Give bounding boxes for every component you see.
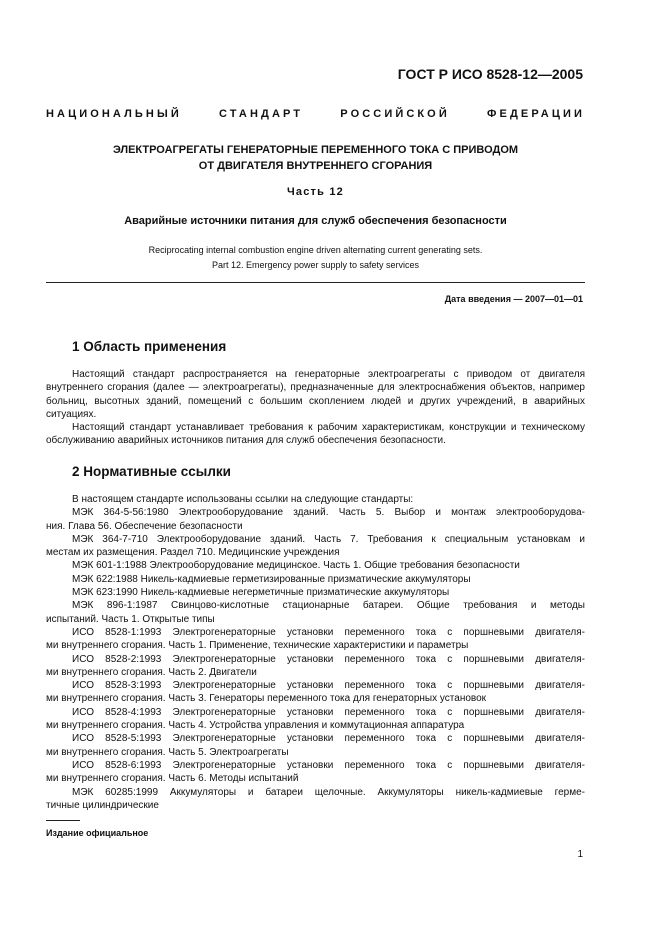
reference-line: ми внутреннего сгорания. Часть 4. Устройства управления и коммутационная аппаратура xyxy=(46,720,465,732)
reference-line: ми внутреннего сгорания. Часть 3. Генераторы переменного тока для генераторных установок xyxy=(46,693,487,705)
part-label: Часть 12 xyxy=(286,186,344,198)
document-subtitle: Аварийные источники питания для служб обеспечения безопасности xyxy=(124,215,507,227)
reference-line: ИСО 8528-1:1993 Электрогенераторные установки переменного тока с поршневыми двигателя- xyxy=(72,626,585,638)
section-2-heading: 2 Нормативные ссылки xyxy=(72,464,231,479)
reference-line: ИСО 8528-3:1993 Электрогенераторные установки переменного тока с поршневыми двигателя- xyxy=(72,680,585,692)
title-line-2: ОТ ДВИГАТЕЛЯ ВНУТРЕННЕГО СГОРАНИЯ xyxy=(198,160,433,172)
reference-item xyxy=(46,706,585,733)
reference-line: МЭК 601-1:1988 Электрооборудование медицинское. Часть 1. Общие требования безопасности xyxy=(72,560,520,572)
reference-line: ми внутреннего сгорания. Часть 6. Методы испытаний xyxy=(46,773,299,785)
reference-item xyxy=(46,533,585,560)
standard-banner: НАЦИОНАЛЬНЫЙ СТАНДАРТ РОССИЙСКОЙ ФЕДЕРАЦИИ xyxy=(46,108,585,120)
reference-line: МЭК 896-1:1987 Свинцово-кислотные стационарные батареи. Общие требования и методы xyxy=(72,600,585,612)
reference-line: ния. Глава 56. Обеспечение безопасности xyxy=(46,520,243,532)
title-line-1: ЭЛЕКТРОАГРЕГАТЫ ГЕНЕРАТОРНЫЕ ПЕРЕМЕННОГО ТОКА С ПРИВОДОМ xyxy=(112,144,519,156)
document-number: ГОСТ Р ИСО 8528-12—2005 xyxy=(397,66,583,82)
reference-line: ми внутреннего сгорания. Часть 2. Двигатели xyxy=(46,666,257,678)
reference-line: МЭК 60285:1999 Аккумуляторы и батареи щелочные. Аккумуляторы никель-кадмиевые герме- xyxy=(72,786,585,798)
reference-item xyxy=(46,599,585,626)
reference-line: ИСО 8528-2:1993 Электрогенераторные установки переменного тока с поршневыми двигателя- xyxy=(72,653,585,665)
reference-line: МЭК 622:1988 Никель-кадмиевые герметизированные призматические аккумуляторы xyxy=(72,573,471,585)
reference-line: тичные цилиндрические xyxy=(46,799,159,811)
reference-item xyxy=(46,586,585,599)
reference-line: испытаний. Часть 1. Открытые типы xyxy=(46,613,215,625)
reference-item xyxy=(46,732,585,759)
reference-line: МЭК 364-5-56:1980 Электрооборудование зданий. Часть 5. Выбор и монтаж электрооборудова- xyxy=(72,507,585,519)
reference-item xyxy=(46,626,585,653)
references-intro: В настоящем стандарте использованы ссылки на следующие стандарты: xyxy=(72,494,414,505)
reference-item xyxy=(46,759,585,786)
english-title-line-2: Part 12. Emergency power supply to safety services xyxy=(211,260,420,270)
references-list xyxy=(46,506,585,812)
scope-paragraph-2: Настоящий стандарт устанавливает требования к рабочим характеристикам, конструкции и техническому обслуживанию аварийных источников питания для служб обеспечения безопасности. xyxy=(46,422,585,447)
horizontal-divider xyxy=(46,282,585,283)
reference-line: ИСО 8528-6:1993 Электрогенераторные установки переменного тока с поршневыми двигателя- xyxy=(72,759,585,771)
reference-line: МЭК 364-7-710 Электрооборудование зданий. Часть 7. Требования к специальным установкам и xyxy=(72,533,585,545)
reference-line: ИСО 8528-4:1993 Электрогенераторные установки переменного тока с поршневыми двигателя- xyxy=(72,706,585,718)
reference-line: МЭК 623:1990 Никель-кадмиевые негерметичные призматические аккумуляторы xyxy=(72,587,450,599)
reference-item xyxy=(46,573,585,586)
section-1-body xyxy=(46,368,585,448)
reference-item xyxy=(46,653,585,680)
english-title-line-1: Reciprocating internal combustion engine driven alternating current generating sets. xyxy=(148,245,483,255)
edition-label: Издание официальное xyxy=(46,828,149,838)
introduction-date: Дата введения — 2007—01—01 xyxy=(444,294,583,304)
english-title xyxy=(46,243,585,273)
document-title xyxy=(46,142,585,174)
section-1-heading: 1 Область применения xyxy=(72,339,227,354)
reference-item xyxy=(46,679,585,706)
reference-line: ми внутреннего сгорания. Часть 5. Электроагрегаты xyxy=(46,746,289,758)
reference-line: ИСО 8528-5:1993 Электрогенераторные установки переменного тока с поршневыми двигателя- xyxy=(72,733,585,745)
reference-item xyxy=(46,506,585,533)
footer-divider xyxy=(46,820,80,821)
reference-line: ми внутреннего сгорания. Часть 1. Применение, технические характеристики и параметры xyxy=(46,640,469,652)
section-2-body xyxy=(46,493,585,812)
reference-line: местам их размещения. Раздел 710. Медицинские учреждения xyxy=(46,547,340,559)
reference-item xyxy=(46,559,585,572)
scope-paragraph-1: Настоящий стандарт распространяется на генераторные электроагрегаты с приводом от двигателя внутреннего сгорания (далее — электроагрегаты), предназначенные для электроснабжения объектов, например больниц, высотных зданий, помещений с большим скоплением людей и других учреждений, в аварийных ситуациях. xyxy=(46,369,585,420)
page-number: 1 xyxy=(577,849,583,860)
reference-item xyxy=(46,786,585,813)
